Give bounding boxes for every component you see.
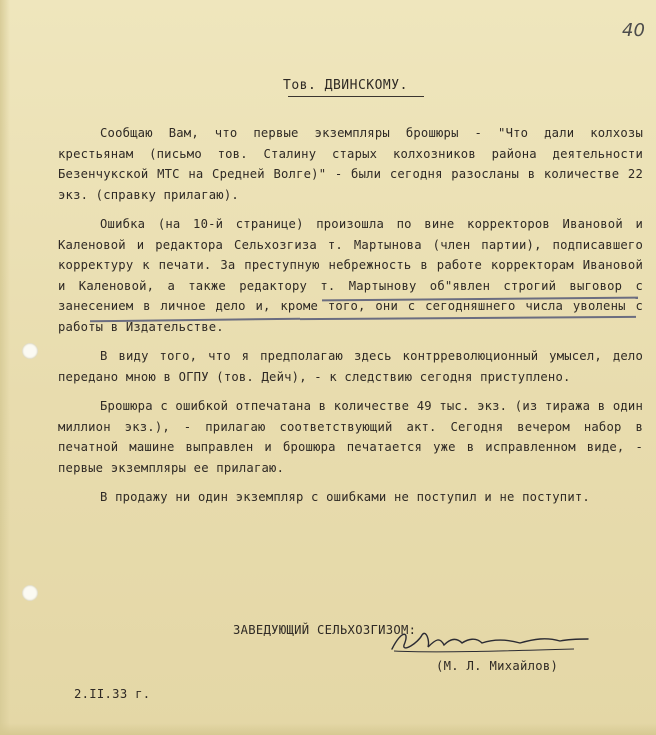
paragraph-3: В виду того, что я предполагаю здесь контрреволюционный умысел, дело передано мною в ОГПУ (тов. Дейч), - к следствию сегодня приступлено.	[58, 349, 643, 384]
paper-edge-shadow	[0, 0, 10, 735]
page-number: 40	[622, 20, 645, 41]
paragraph-2: Ошибка (на 10-й странице) произошла по вине корректоров Ивановой и Каленовой и редактора Сельхозгиза т. Мартынова (член партии), подписавшего корректуру к печати. За преступную небрежность в работе корректорам Ивановой и Каленовой, а также редактору т. Мартынову об"явлен строгий выговор с занесением в личное дело и, кроме того, они с сегодняшнего числа уволены с работы в Издательстве.	[58, 217, 643, 334]
addressee-line: Тов. ДВИНСКОМУ.	[283, 78, 408, 93]
punch-hole	[22, 585, 38, 601]
handwritten-signature	[384, 621, 594, 661]
document-date: 2.II.33 г.	[74, 687, 151, 701]
signature-name: (М. Л. Михайлов)	[436, 659, 559, 673]
paragraph-1: Сообщаю Вам, что первые экземпляры брошюры - "Что дали колхозы крестьянам (письмо тов. Сталину старых колхозников района деятельности Безенчукской МТС на Средней Волге)" - были сегодня разосланы в количестве 22 экз. (справку прилагаю).	[58, 126, 643, 202]
punch-hole	[22, 343, 38, 359]
paragraph-4: Брошюра с ошибкой отпечатана в количестве 49 тыс. экз. (из тиража в один миллион экз.), - прилагаю соответствующий акт. Сегодня вечером набор в печатной машине выправлен и брошюра печатается уже в исправленном виде, - первые экземпляры ее прилагаю.	[58, 399, 643, 475]
paragraph-5: В продажу ни один экземпляр с ошибками не поступил и не поступит.	[100, 490, 590, 504]
paper-bottom-shadow	[0, 723, 656, 735]
addressee-underline	[288, 96, 424, 97]
signature-title: ЗАВЕДУЮЩИЙ СЕЛЬХОЗГИЗОМ:	[233, 623, 417, 637]
